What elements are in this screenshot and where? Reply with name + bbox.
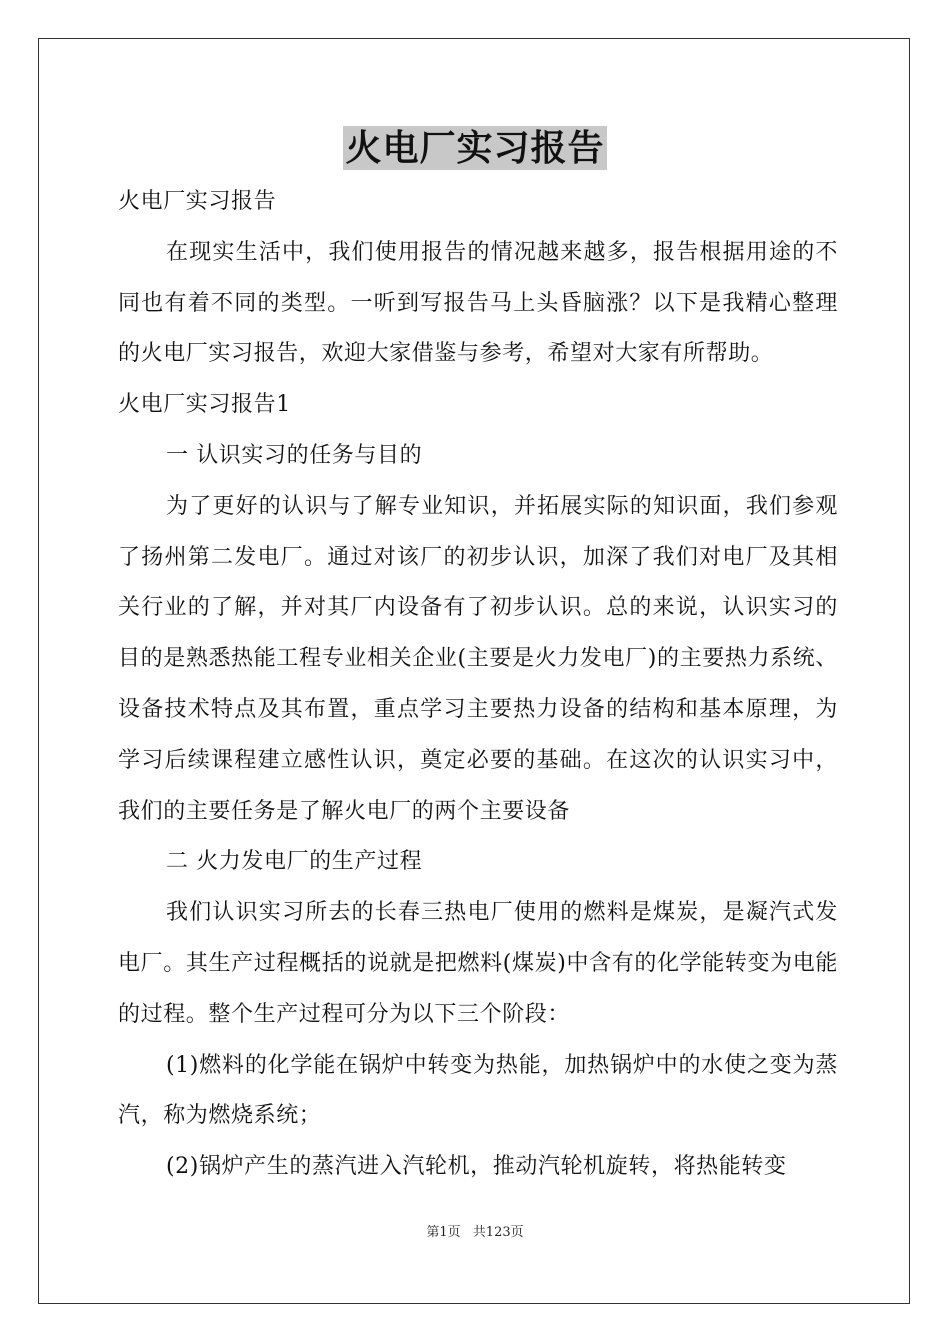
document-body — [118, 177, 838, 1193]
title-wrap — [0, 126, 950, 170]
page-footer — [0, 1221, 950, 1240]
paragraph-2: 火电厂实习报告1 — [118, 392, 291, 418]
paragraph-8: (2)锅炉产生的蒸汽进入汽轮机，推动汽轮机旋转，将热能转变 — [166, 1154, 787, 1180]
paragraph-1: 在现实生活中，我们使用报告的情况越来越多，报告根据用途的不同也有着不同的类型。一听到写报告马上头昏脑涨？以下是我精心整理的火电厂实习报告，欢迎大家借鉴与参考，希望对大家有所帮助。 — [118, 239, 838, 367]
paragraph-0: 火电厂实习报告 — [118, 189, 277, 214]
paragraph-5: 二 火力发电厂的生产过程 — [166, 849, 423, 875]
page-number: 第1页 — [426, 1225, 461, 1240]
paragraph-7: (1)燃料的化学能在锅炉中转变为热能，加热锅炉中的水使之变为蒸汽，称为燃烧系统； — [118, 1052, 838, 1129]
paragraph-6: 我们认识实习所去的长春三热电厂使用的燃料是煤炭，是凝汽式发电厂。其生产过程概括的说就是把燃料(煤炭)中含有的化学能转变为电能的过程。整个生产过程可分为以下三个阶段： — [118, 900, 838, 1027]
page-total: 共123页 — [472, 1225, 524, 1240]
paragraph-4: 为了更好的认识与了解专业知识，并拓展实际的知识面，我们参观了扬州第二发电厂。通过对该厂的初步认识，加深了我们对电厂及其相关行业的了解，并对其厂内设备有了初步认识。总的来说，认识实习的目的是熟悉热能工程专业相关企业(主要是火力发电厂)的主要热力系统、设备技术特点及其布置，重点学习主要热力设备的结构和基本原理，为学习后续课程建立感性认识，奠定必要的基础。在这次的认识实习中，我们的主要任务是了解火电厂的两个主要设备 — [118, 493, 838, 824]
paragraph-3: 一 认识实习的任务与目的 — [166, 442, 423, 468]
document-title: 火电厂实习报告 — [345, 127, 605, 169]
